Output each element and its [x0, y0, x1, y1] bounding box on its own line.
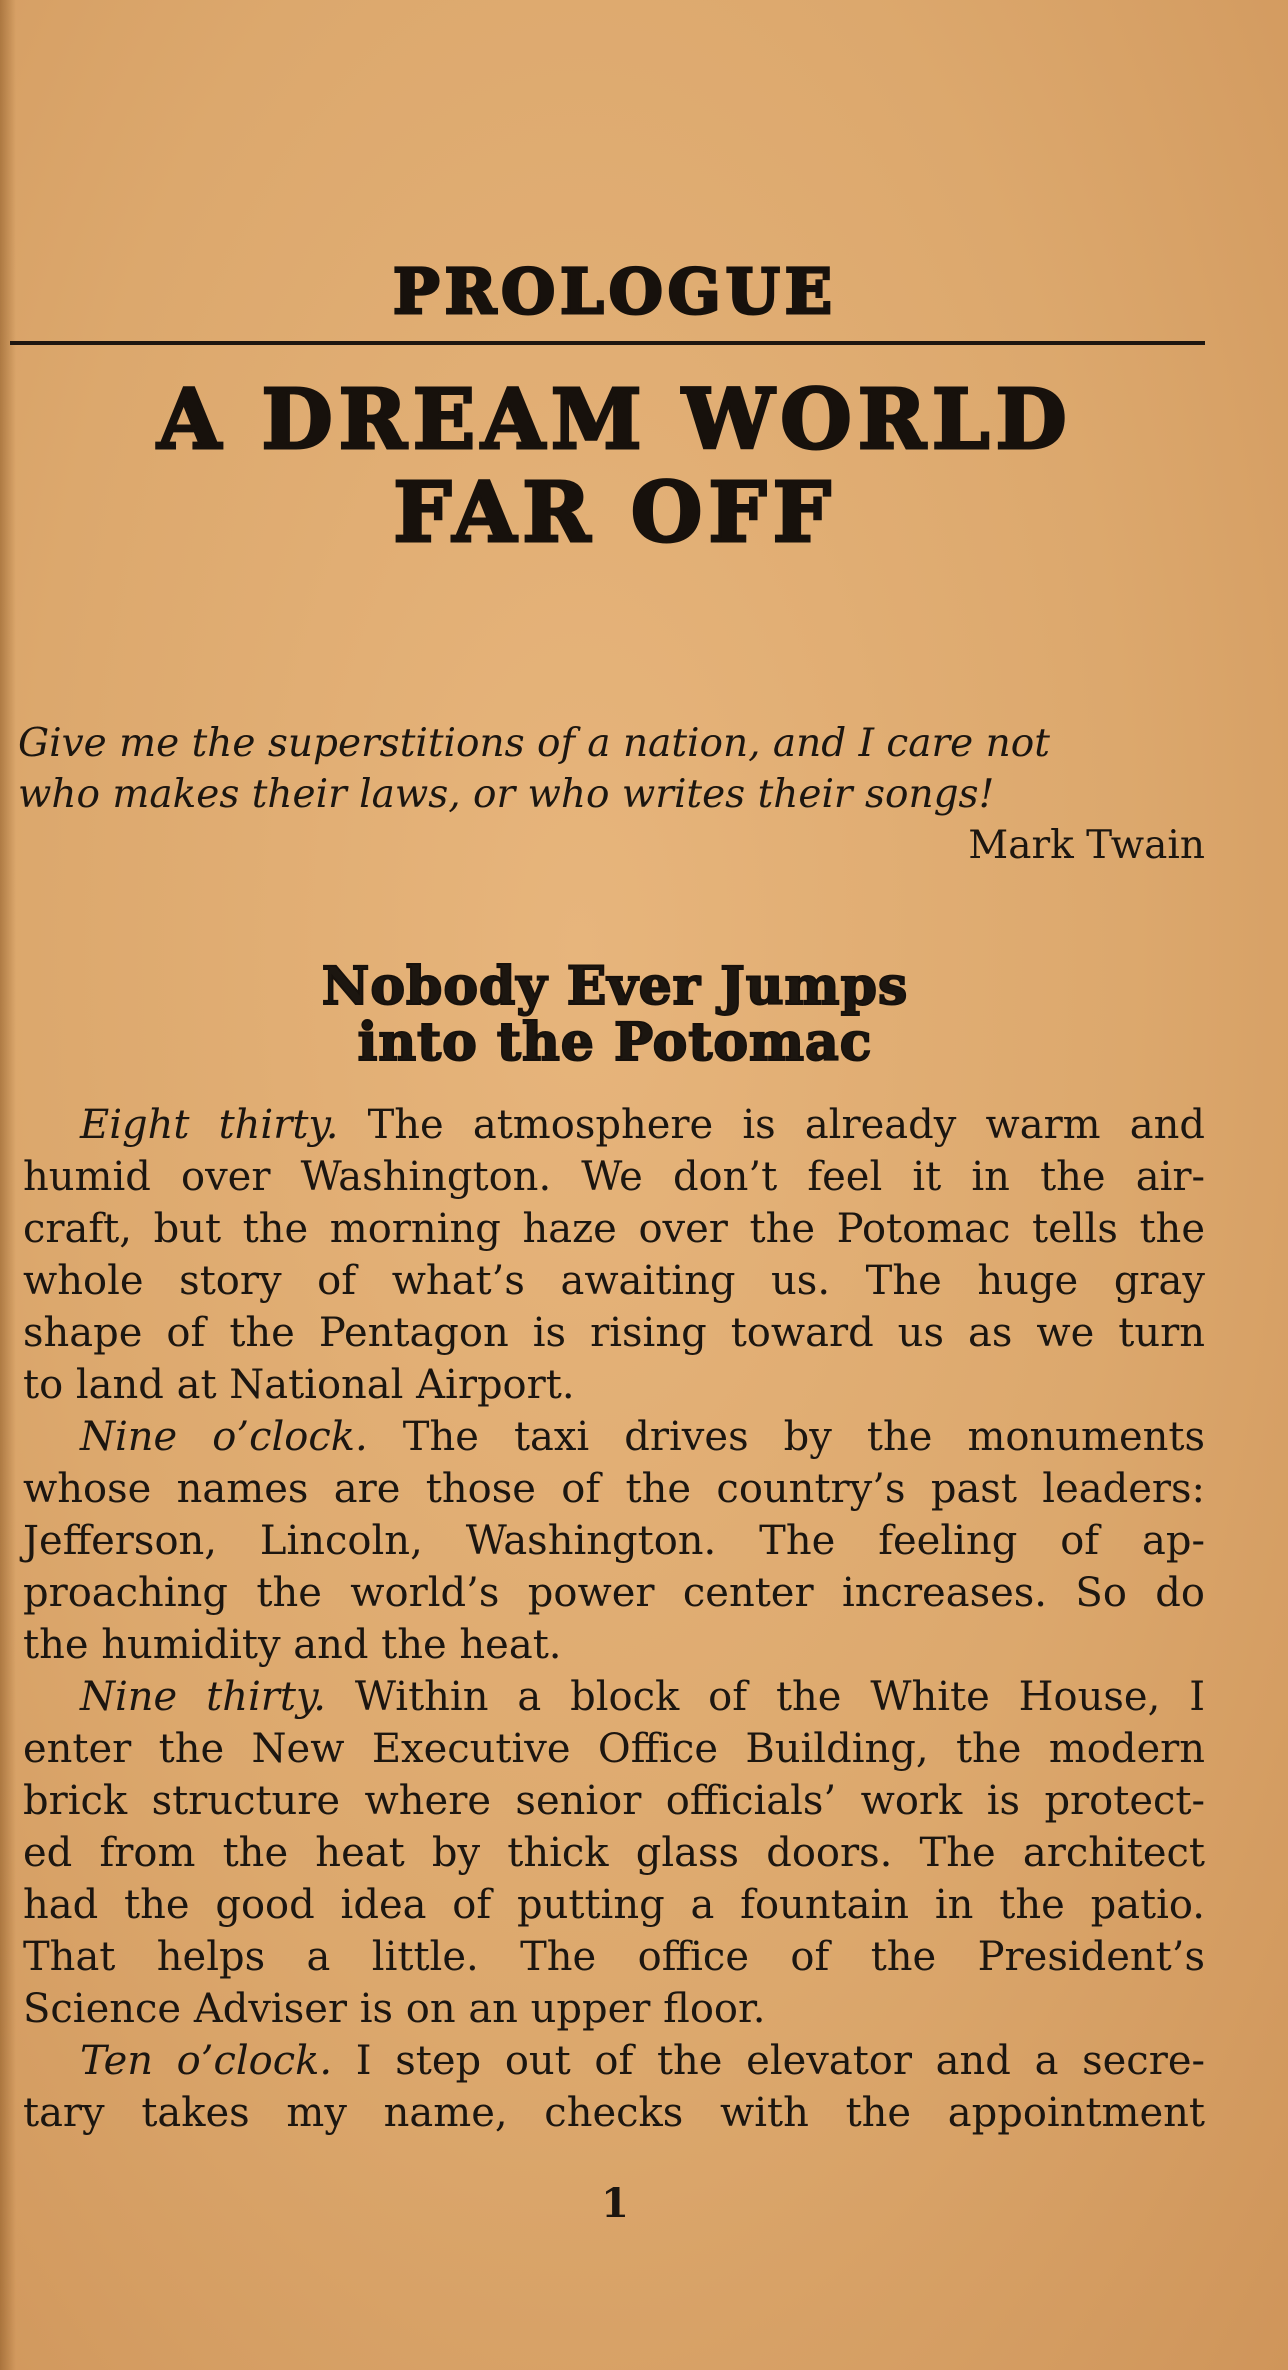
page-number: 1: [601, 2180, 629, 2227]
body-line-text: craft, but the morning haze over the Potomac tells the: [23, 1206, 1205, 1252]
body-line: [23, 1984, 1205, 2034]
body-line-text: The taxi drives by the monuments: [367, 1414, 1205, 1460]
body-line-text: proaching the world’s power center increases. So do: [23, 1570, 1205, 1616]
body-line: [23, 1776, 1205, 1826]
body-line: [80, 1412, 1205, 1462]
body-line: [23, 1464, 1205, 1514]
body-line: [23, 1152, 1205, 1202]
epigraph-author: Mark Twain: [968, 823, 1205, 868]
body-line-text: whole story of what’s awaiting us. The huge gray: [23, 1258, 1205, 1304]
body-line: [23, 1568, 1205, 1618]
body-line-text: tary takes my name, checks with the appointment: [23, 2090, 1205, 2136]
body-line: [23, 1256, 1205, 1306]
chapter-title-line-1: A DREAM WORLD: [157, 372, 1073, 468]
prologue-label: PROLOGUE: [392, 255, 838, 328]
page-spine-shadow: [0, 0, 16, 2370]
body-line-text: to land at National Airport.: [23, 1362, 575, 1408]
body-line: [23, 2088, 1205, 2138]
body-line: [23, 1828, 1205, 1878]
body-line-text: Science Adviser is on an upper floor.: [23, 1986, 766, 2032]
body-line: [23, 1360, 1205, 1410]
heading-rule: [10, 341, 1205, 345]
chapter-title-line-2: FAR OFF: [393, 465, 837, 561]
body-line-text: humid over Washington. We don’t feel it in the air-: [23, 1154, 1205, 1200]
body-line: [80, 1672, 1205, 1722]
section-title-line-1: Nobody Ever Jumps: [321, 956, 909, 1017]
body-line-text: I step out of the elevator and a secre-: [332, 2038, 1206, 2084]
body-line-text: shape of the Pentagon is rising toward us as we turn: [23, 1310, 1205, 1356]
body-line: [23, 1204, 1205, 1254]
body-line: [23, 1620, 1205, 1670]
body-line: [23, 1880, 1205, 1930]
time-lead: Nine o’clock.: [80, 1414, 368, 1460]
epigraph-line-1: Give me the superstitions of a nation, and I care not: [18, 721, 1050, 766]
body-line-text: enter the New Executive Office Building, the modern: [23, 1726, 1205, 1772]
body-line-text: The atmosphere is already warm and: [338, 1102, 1205, 1148]
section-title-line-2: into the Potomac: [357, 1012, 873, 1073]
body-line-text: That helps a little. The office of the President’s: [23, 1934, 1205, 1980]
body-line-text: brick structure where senior officials’ work is protect-: [23, 1778, 1205, 1824]
body-line-text: whose names are those of the country’s past leaders:: [23, 1466, 1205, 1512]
body-line: [23, 1516, 1205, 1566]
body-line-text: Within a block of the White House, I: [325, 1674, 1206, 1720]
time-lead: Eight thirty.: [80, 1102, 339, 1148]
body-line: [23, 1308, 1205, 1358]
body-line: [23, 1724, 1205, 1774]
body-line: [80, 2036, 1205, 2086]
body-line-text: Jefferson, Lincoln, Washington. The feeling of ap-: [23, 1518, 1205, 1564]
body-line: [80, 1100, 1205, 1150]
time-lead: Ten o’clock.: [80, 2038, 333, 2084]
epigraph-line-2: who makes their laws, or who writes their songs!: [18, 772, 995, 817]
body-line-text: ed from the heat by thick glass doors. The architect: [23, 1830, 1205, 1876]
time-lead: Nine thirty.: [80, 1674, 326, 1720]
body-line-text: had the good idea of putting a fountain in the patio.: [23, 1882, 1205, 1928]
body-line: [23, 1932, 1205, 1982]
body-line-text: the humidity and the heat.: [23, 1622, 562, 1668]
